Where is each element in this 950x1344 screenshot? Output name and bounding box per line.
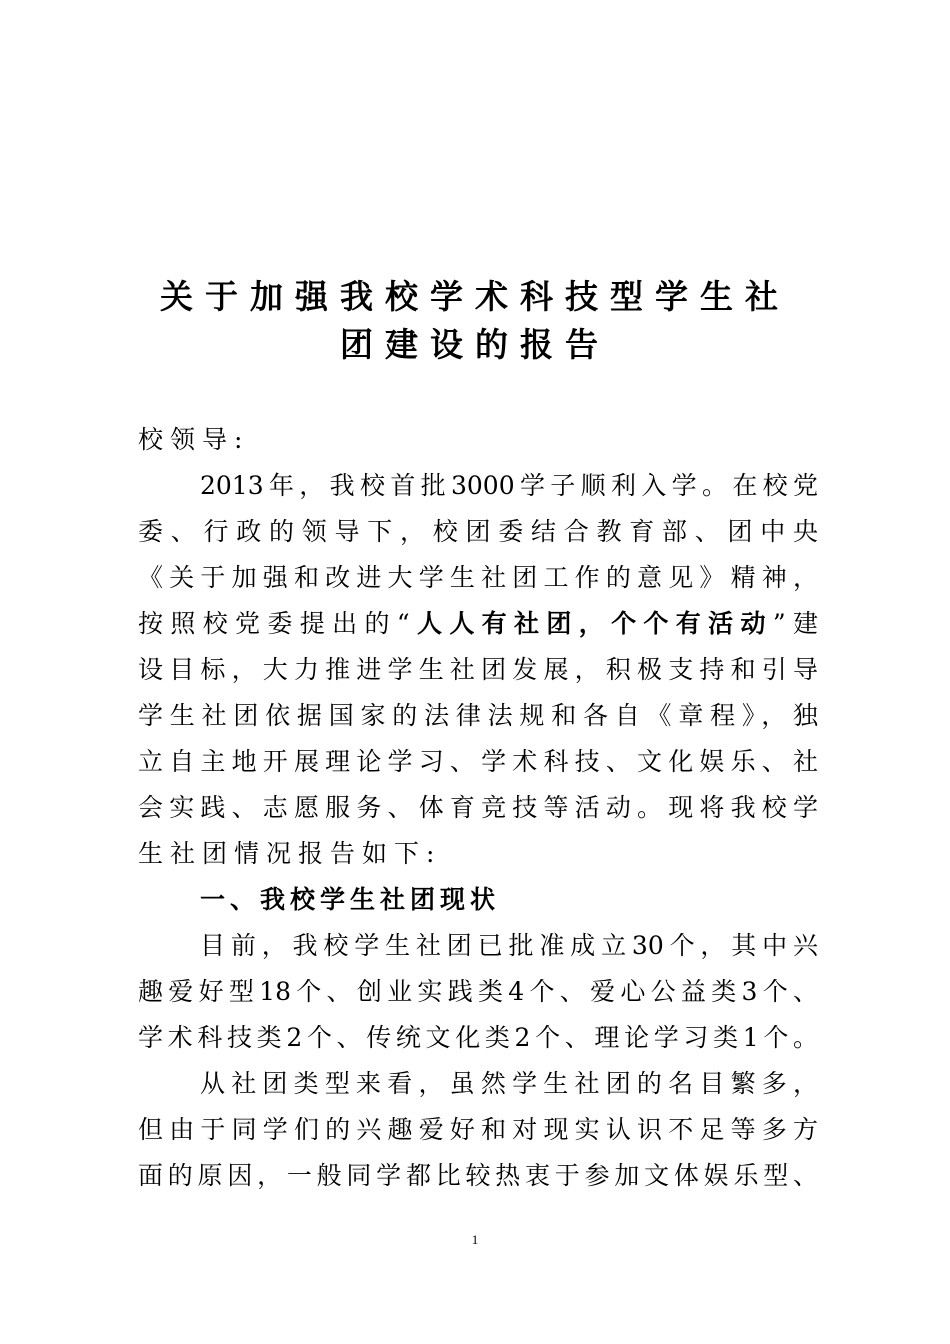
body-line: 委、行政的领导下，校团委结合教育部、团中央 xyxy=(138,517,818,546)
body-line: 目前，我校学生社团已批准成立30个，其中兴 xyxy=(200,931,818,960)
body-line: 会实践、志愿服务、体育竞技等活动。现将我校学 xyxy=(138,793,818,822)
body-line: 从社团类型来看，虽然学生社团的名目繁多， xyxy=(200,1069,818,1098)
title-line-2: 团建设的报告 xyxy=(340,325,610,364)
body-line: 设目标，大力推进学生社团发展，积极支持和引导 xyxy=(138,655,818,684)
body-line xyxy=(138,604,818,644)
salutation: 校领导: xyxy=(138,425,250,454)
body-line: 面的原因，一般同学都比较热衷于参加文体娱乐型、 xyxy=(138,1161,818,1190)
body-text: ”建 xyxy=(772,609,818,638)
body-line: 学术科技类2个、传统文化类2个、理论学习类1个。 xyxy=(138,1023,818,1052)
body-line: 2013年，我校首批3000学子顺利入学。在校党 xyxy=(200,471,818,500)
body-line: 学生社团依据国家的法律法规和各自《章程》，独 xyxy=(138,701,818,730)
body-text: 按照校党委提出的“ xyxy=(138,609,410,638)
title-line-1: 关于加强我校学术科技型学生社 xyxy=(160,277,790,316)
body-line: 趣爱好型18个、创业实践类4个、爱心公益类3个、 xyxy=(138,977,818,1006)
section-heading: 一、我校学生社团现状 xyxy=(200,885,501,914)
bold-slogan: 人人有社团，个个有活动 xyxy=(409,609,773,638)
body-line: 立自主地开展理论学习、学术科技、文化娱乐、社 xyxy=(138,747,818,776)
body-line: 《关于加强和改进大学生社团工作的意见》精神， xyxy=(138,563,818,592)
body-line: 但由于同学们的兴趣爱好和对现实认识不足等多方 xyxy=(138,1115,818,1144)
page-number: 1 xyxy=(471,1232,479,1247)
body-line: 生社团情况报告如下: xyxy=(138,839,442,868)
